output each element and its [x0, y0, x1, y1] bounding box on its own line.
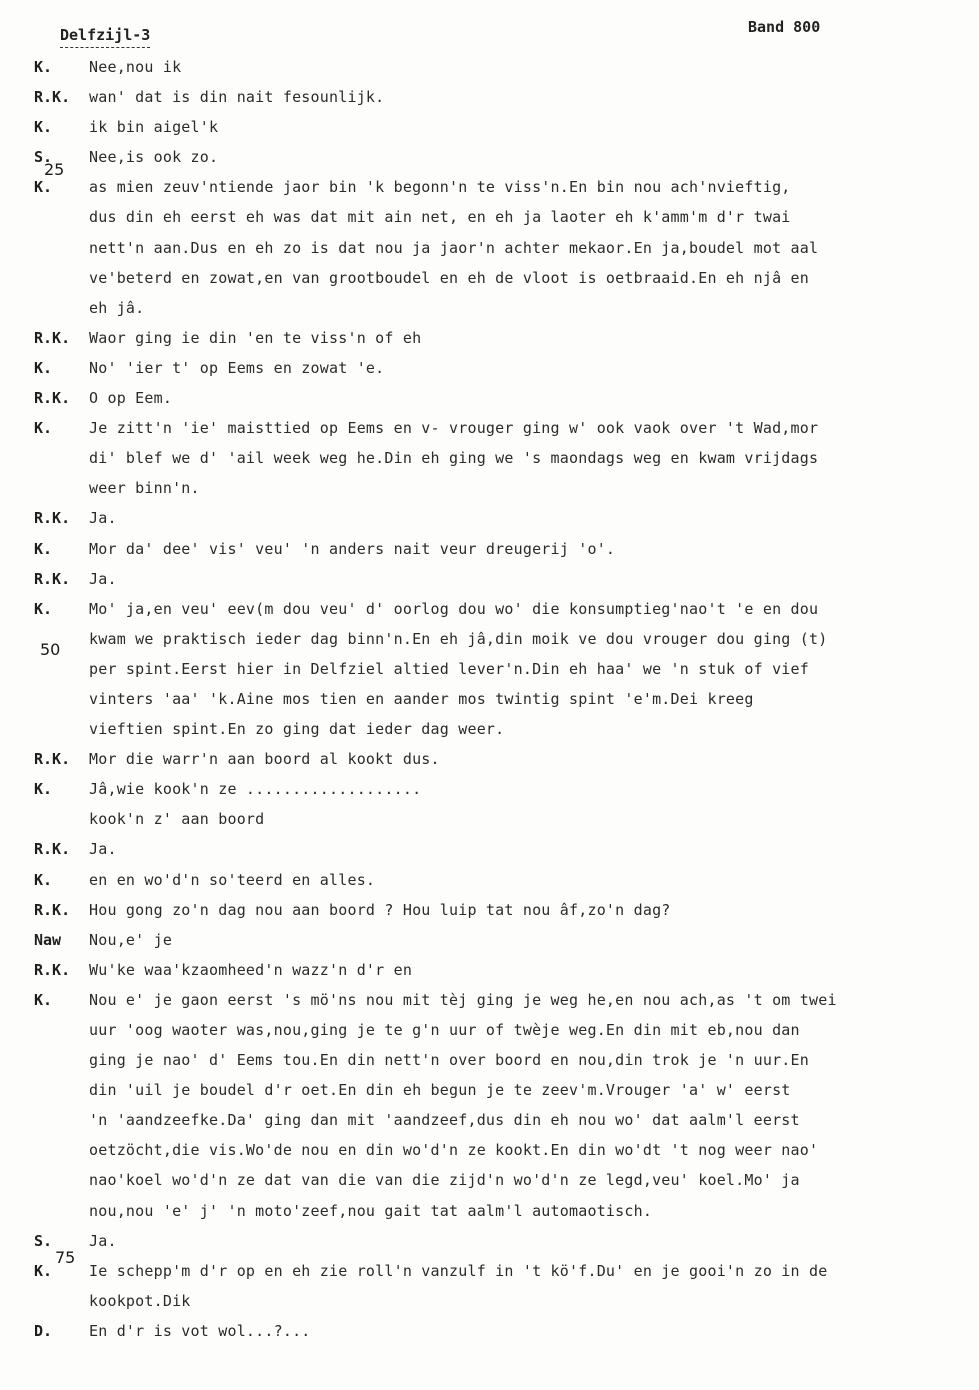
transcript-line [0, 503, 979, 533]
transcript-line [0, 834, 979, 864]
transcript-line [0, 1075, 979, 1105]
utterance-text: Ja. [89, 840, 117, 859]
utterance-text: ging je nao' d' Eems tou.En din nett'n over boord en nou,din trok je 'n uur.En [89, 1051, 809, 1070]
utterance-text: din 'uil je boudel d'r oet.En din eh begun je te zeev'm.Vrouger 'a' w' eerst [89, 1081, 791, 1100]
utterance-text: Hou gong zo'n dag nou aan boord ? Hou luip tat nou âf,zo'n dag? [89, 900, 671, 919]
transcript-line [0, 293, 979, 323]
transcript-line [0, 1105, 979, 1135]
transcript-line [0, 744, 979, 774]
utterance-text: uur 'oog waoter was,nou,ging je te g'n uur of twèje weg.En din mit eb,nou dan [89, 1021, 800, 1039]
speaker-label: K. [34, 539, 53, 558]
utterance-text: Ja. [89, 509, 117, 528]
transcript-line [0, 955, 979, 985]
document-title [60, 26, 150, 44]
utterance-text: O op Eem. [89, 389, 173, 408]
utterance-text: vieftien spint.En zo ging dat ieder dag weer. [89, 720, 505, 739]
utterance-text: en en wo'd'n so'teerd en alles. [89, 870, 376, 889]
transcript-line [0, 323, 979, 353]
transcript-line [0, 865, 979, 895]
transcript-line [0, 624, 979, 654]
utterance-text: ik bin aigel'k [89, 118, 219, 137]
transcript-line [0, 413, 979, 443]
utterance-text: Nou e' je gaon eerst 's mö'ns nou mit tèj ging je weg he,en nou ach,as 't om twei [89, 990, 837, 1009]
speaker-label: Naw [34, 930, 62, 949]
utterance-text: vinters 'aa' 'k.Aine mos tien en aander mos twintig spint 'e'm.Dei kreeg [89, 689, 754, 708]
utterance-text: nett'n aan.Dus en eh zo is dat nou ja jaor'n achter mekaor.En ja,boudel mot aal [89, 238, 819, 257]
transcript-body [0, 52, 979, 1346]
speaker-label: S. [34, 1231, 53, 1250]
transcript-line [0, 1286, 979, 1316]
utterance-text: Wu'ke waa'kzaomheed'n wazz'n d'r en [89, 960, 413, 979]
speaker-label: K. [34, 1261, 53, 1280]
utterance-text: En d'r is vot wol...?... [89, 1321, 311, 1340]
utterance-text: Mor die warr'n aan boord al kookt dus. [89, 750, 440, 769]
utterance-text: nao'koel wo'd'n ze dat van die van die zijd'n wo'd'n ze legd,veu' koel.Mo' ja [89, 1171, 800, 1190]
speaker-label: K. [34, 178, 53, 197]
utterance-text: Waor ging ie din 'en te viss'n of eh [89, 328, 422, 347]
utterance-text: 'n 'aandzeefke.Da' ging dan mit 'aandzeef,dus din eh nou wo' dat aalm'l eerst [89, 1111, 800, 1130]
transcript-line [0, 714, 979, 744]
utterance-text: Mo' ja,en veu' eev(m dou veu' d' oorlog dou wo' die konsumptieg'nao't 'e en dou [89, 599, 819, 618]
speaker-label: R.K. [34, 569, 71, 588]
transcript-line [0, 383, 979, 413]
transcript-line [0, 263, 979, 293]
utterance-text: kookpot.Dik [89, 1291, 191, 1310]
utterance-text: as mien zeuv'ntiende jaor bin 'k begonn'n te viss'n.En bin nou ach'nvieftig, [89, 178, 791, 197]
counter-mark-75: 75 [55, 1248, 76, 1267]
transcript-line [0, 1316, 979, 1346]
utterance-text: Ja. [89, 1231, 117, 1250]
transcript-line [0, 1135, 979, 1165]
utterance-text: Jâ,wie kook'n ze ................... [89, 780, 422, 799]
utterance-text: kwam we praktisch ieder dag binn'n.En eh jâ,din moik ve dou vrouger dou ging (t) [89, 629, 828, 648]
utterance-text: No' 'ier t' op Eems en zowat 'e. [89, 358, 385, 377]
speaker-label: K. [34, 118, 53, 137]
transcript-line [0, 1015, 979, 1045]
counter-mark-25: 25 [44, 160, 65, 179]
speaker-label: K. [34, 870, 53, 889]
utterance-text: Mor da' dee' vis' veu' 'n anders nait veur dreugerij 'o'. [89, 539, 616, 558]
speaker-label: D. [34, 1321, 53, 1340]
transcript-line [0, 233, 979, 263]
transcript-line [0, 804, 979, 834]
utterance-text: ve'beterd en zowat,en van grootboudel en eh de vloot is oetbraaid.En eh njâ en [89, 268, 809, 287]
speaker-label: R.K. [34, 328, 71, 347]
utterance-text: di' blef we d' 'ail week weg he.Din eh ging we 's maondags weg en kwam vrijdags [89, 449, 819, 468]
transcript-line [0, 564, 979, 594]
document-title-text: Delfzijl-3 [60, 26, 151, 44]
transcript-line [0, 1226, 979, 1256]
speaker-label: R.K. [34, 389, 71, 408]
transcript-line [0, 895, 979, 925]
tape-label: Band 800 [748, 18, 821, 36]
speaker-label: R.K. [34, 900, 71, 919]
speaker-label: K. [34, 990, 53, 1009]
utterance-text: Nou,e' je [89, 930, 173, 949]
transcript-line [0, 172, 979, 202]
transcript-line [0, 443, 979, 473]
transcript-line [0, 1256, 979, 1286]
transcript-line [0, 684, 979, 714]
title-underline [60, 47, 150, 48]
speaker-label: K. [34, 58, 53, 76]
speaker-label: K. [34, 780, 53, 799]
transcript-line [0, 1165, 979, 1195]
speaker-label: R.K. [34, 960, 71, 979]
transcript-line [0, 654, 979, 684]
transcript-line [0, 1196, 979, 1226]
utterance-text: Je zitt'n 'ie' maisttied op Eems en v- vrouger ging w' ook vaok over 't Wad,mor [89, 419, 819, 438]
speaker-label: K. [34, 358, 53, 377]
transcript-line [0, 774, 979, 804]
transcript-line [0, 142, 979, 172]
transcript-line [0, 1045, 979, 1075]
transcript-line [0, 594, 979, 624]
utterance-text: oetzöcht,die vis.Wo'de nou en din wo'd'n ze kookt.En din wo'dt 't nog weer nao' [89, 1141, 819, 1160]
transcript-line [0, 202, 979, 232]
utterance-text: kook'n z' aan boord [89, 810, 265, 829]
utterance-text: Nee,is ook zo. [89, 148, 219, 167]
speaker-label: R.K. [34, 509, 71, 528]
utterance-text: per spint.Eerst hier in Delfziel altied lever'n.Din eh haa' we 'n stuk of vief [89, 659, 809, 678]
transcript-line [0, 353, 979, 383]
utterance-text: Nee,nou ik [89, 58, 182, 76]
speaker-label: S. [34, 148, 53, 167]
speaker-label: R.K. [34, 88, 71, 107]
speaker-label: K. [34, 599, 53, 618]
transcript-line [0, 985, 979, 1015]
speaker-label: K. [34, 419, 53, 438]
utterance-text: Ja. [89, 569, 117, 588]
speaker-label: R.K. [34, 840, 71, 859]
utterance-text: wan' dat is din nait fesounlijk. [89, 88, 385, 107]
transcript-line [0, 52, 979, 82]
utterance-text: Ie schepp'm d'r op en eh zie roll'n vanzulf in 't kö'f.Du' en je gooi'n zo in de [89, 1261, 828, 1280]
transcript-line [0, 473, 979, 503]
utterance-text: eh jâ. [89, 298, 145, 317]
transcript-line [0, 925, 979, 955]
transcript-line [0, 112, 979, 142]
utterance-text: weer binn'n. [89, 479, 200, 498]
utterance-text: nou,nou 'e' j' 'n moto'zeef,nou gait tat aalm'l automaotisch. [89, 1201, 653, 1220]
speaker-label: R.K. [34, 750, 71, 769]
transcript-line [0, 82, 979, 112]
utterance-text: dus din eh eerst eh was dat mit ain net, en eh ja laoter eh k'amm'm d'r twai [89, 208, 791, 227]
counter-mark-50: 50 [40, 640, 61, 659]
transcript-line [0, 534, 979, 564]
